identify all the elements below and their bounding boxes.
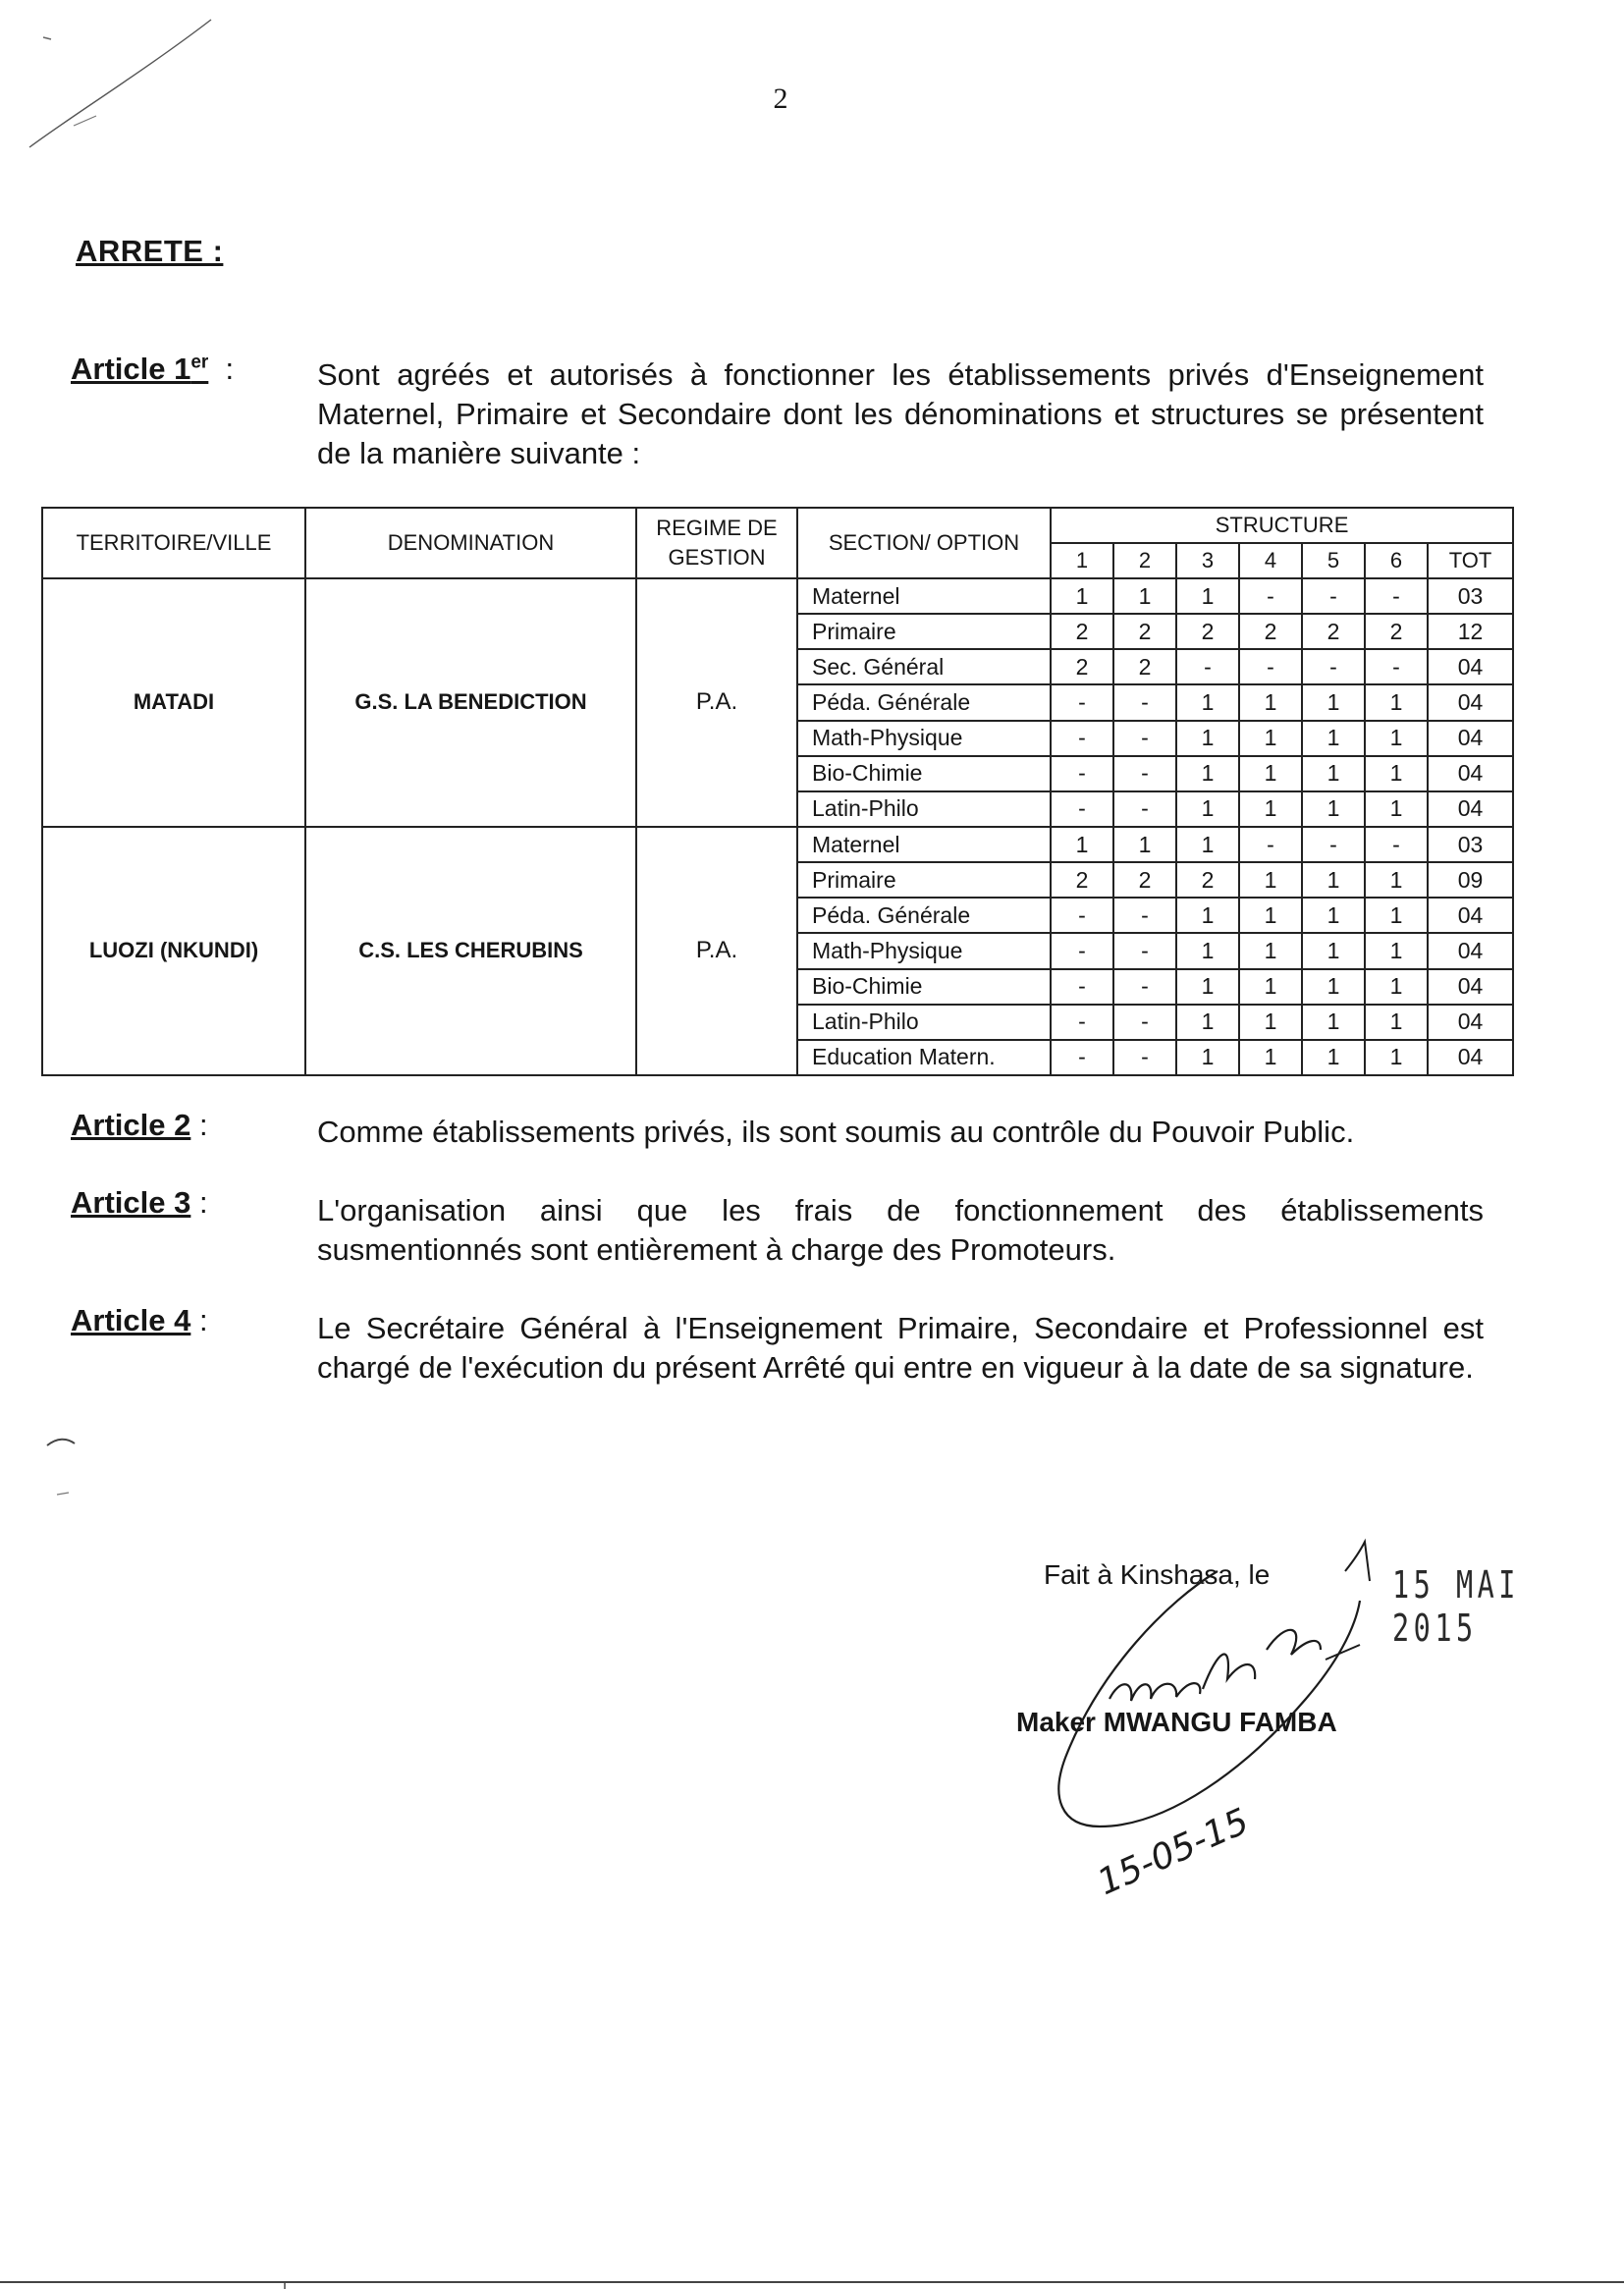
total-cell: 04 (1428, 791, 1513, 827)
place-date: Fait à Kinshasa, le (1044, 1559, 1271, 1590)
article-4-label-text: Article 4 (71, 1303, 191, 1337)
level-cell: - (1176, 649, 1239, 684)
signer-name: Maker MWANGU FAMBA (1016, 1707, 1337, 1737)
level-cell: 2 (1051, 862, 1113, 898)
header-level-1: 1 (1051, 543, 1113, 578)
level-cell: - (1239, 578, 1302, 614)
level-cell: - (1239, 827, 1302, 862)
level-cell: 1 (1176, 684, 1239, 720)
level-cell: - (1113, 933, 1176, 968)
level-cell: 2 (1239, 614, 1302, 649)
level-cell: - (1051, 898, 1113, 933)
level-cell: 1 (1113, 827, 1176, 862)
level-cell: 1 (1176, 756, 1239, 791)
total-cell: 04 (1428, 933, 1513, 968)
level-cell: 1 (1365, 1005, 1428, 1040)
level-cell: - (1239, 649, 1302, 684)
level-cell: 1 (1302, 969, 1365, 1005)
level-cell: - (1051, 791, 1113, 827)
total-cell: 04 (1428, 1005, 1513, 1040)
level-cell: 1 (1239, 721, 1302, 756)
level-cell: - (1302, 649, 1365, 684)
level-cell: - (1051, 1005, 1113, 1040)
level-cell: - (1365, 578, 1428, 614)
denomination-cell: C.S. LES CHERUBINS (305, 827, 636, 1075)
territoire-cell: MATADI (42, 578, 305, 827)
level-cell: 1 (1365, 969, 1428, 1005)
level-cell: 1 (1302, 898, 1365, 933)
level-cell: 1 (1302, 933, 1365, 968)
level-cell: 1 (1365, 756, 1428, 791)
level-cell: 2 (1113, 649, 1176, 684)
level-cell: 1 (1302, 1040, 1365, 1075)
article-2-text: Comme établissements privés, ils sont soumis au contrôle du Pouvoir Public. (317, 1115, 1355, 1149)
section-cell: Péda. Générale (797, 684, 1051, 720)
section-cell: Péda. Générale (797, 898, 1051, 933)
level-cell: - (1051, 1040, 1113, 1075)
article-3-label (71, 1185, 208, 1221)
article-4-text: Le Secrétaire Général à l'Enseignement Primaire, Secondaire et Professionnel est chargé de l'exécution du présent Arrêté qui entre en vigueur à la date de sa signature. (317, 1311, 1484, 1385)
margin-marks (39, 1424, 98, 1502)
level-cell: - (1113, 684, 1176, 720)
level-cell: - (1113, 756, 1176, 791)
article-3-colon: : (198, 1185, 208, 1220)
level-cell: 1 (1176, 578, 1239, 614)
level-cell: 2 (1051, 649, 1113, 684)
total-cell: 04 (1428, 649, 1513, 684)
total-cell: 04 (1428, 969, 1513, 1005)
level-cell: - (1365, 649, 1428, 684)
level-cell: - (1113, 969, 1176, 1005)
level-cell: - (1051, 933, 1113, 968)
level-cell: 1 (1365, 898, 1428, 933)
header-level-4: 4 (1239, 543, 1302, 578)
header-level-2: 2 (1113, 543, 1176, 578)
header-level-7: TOT (1428, 543, 1513, 578)
level-cell: 1 (1176, 791, 1239, 827)
level-cell: - (1051, 721, 1113, 756)
section-cell: Sec. Général (797, 649, 1051, 684)
total-cell: 04 (1428, 684, 1513, 720)
level-cell: 1 (1302, 756, 1365, 791)
total-cell: 03 (1428, 827, 1513, 862)
level-cell: 1 (1239, 791, 1302, 827)
level-cell: 1 (1239, 756, 1302, 791)
section-cell: Math-Physique (797, 933, 1051, 968)
article-1-label-text: Article 1 (71, 352, 191, 386)
total-cell: 03 (1428, 578, 1513, 614)
denomination-cell: G.S. LA BENEDICTION (305, 578, 636, 827)
article-4-colon: : (198, 1303, 208, 1337)
section-cell: Primaire (797, 614, 1051, 649)
header-regime: REGIME DE GESTION (636, 508, 797, 578)
level-cell: 1 (1302, 791, 1365, 827)
level-cell: 1 (1302, 684, 1365, 720)
level-cell: 2 (1302, 614, 1365, 649)
section-cell: Education Matern. (797, 1040, 1051, 1075)
header-structure: STRUCTURE (1051, 508, 1513, 543)
page-title: ARRETE : (76, 234, 224, 268)
section-cell: Maternel (797, 827, 1051, 862)
section-cell: Math-Physique (797, 721, 1051, 756)
level-cell: 2 (1051, 614, 1113, 649)
header-denomination: DENOMINATION (305, 508, 636, 578)
level-cell: - (1113, 791, 1176, 827)
level-cell: 2 (1113, 862, 1176, 898)
header-territoire: TERRITOIRE/VILLE (42, 508, 305, 578)
article-4-label (71, 1303, 208, 1338)
section-cell: Latin-Philo (797, 791, 1051, 827)
territoire-cell: LUOZI (NKUNDI) (42, 827, 305, 1075)
handwritten-date: 15-05-15 (1091, 1801, 1255, 1904)
level-cell: 1 (1365, 721, 1428, 756)
article-2-label-text: Article 2 (71, 1108, 191, 1142)
level-cell: - (1051, 756, 1113, 791)
level-cell: 1 (1051, 578, 1113, 614)
level-cell: 1 (1239, 1040, 1302, 1075)
level-cell: - (1113, 898, 1176, 933)
scan-marks (0, 0, 255, 157)
level-cell: - (1113, 1040, 1176, 1075)
level-cell: - (1302, 827, 1365, 862)
table-row (42, 578, 1513, 614)
handwritten-signature (1021, 1532, 1414, 1905)
level-cell: 1 (1365, 1040, 1428, 1075)
total-cell: 04 (1428, 721, 1513, 756)
level-cell: 1 (1365, 684, 1428, 720)
total-cell: 04 (1428, 756, 1513, 791)
regime-cell: P.A. (636, 827, 797, 1075)
level-cell: 1 (1176, 933, 1239, 968)
page-number: 2 (773, 82, 788, 115)
section-cell: Bio-Chimie (797, 756, 1051, 791)
level-cell: 1 (1113, 578, 1176, 614)
level-cell: - (1365, 827, 1428, 862)
level-cell: 1 (1365, 933, 1428, 968)
regime-cell: P.A. (636, 578, 797, 827)
level-cell: 1 (1176, 1040, 1239, 1075)
article-3-label-text: Article 3 (71, 1185, 191, 1220)
header-level-5: 5 (1302, 543, 1365, 578)
level-cell: 1 (1239, 684, 1302, 720)
header-level-3: 3 (1176, 543, 1239, 578)
level-cell: 1 (1176, 969, 1239, 1005)
level-cell: - (1302, 578, 1365, 614)
level-cell: - (1051, 969, 1113, 1005)
structure-table (41, 507, 1514, 1076)
total-cell: 12 (1428, 614, 1513, 649)
level-cell: 1 (1365, 791, 1428, 827)
article-3-text: L'organisation ainsi que les frais de fonctionnement des établissements susmentionnés sont entièrement à charge des Promoteurs. (317, 1193, 1484, 1267)
total-cell: 04 (1428, 898, 1513, 933)
level-cell: 1 (1302, 862, 1365, 898)
level-cell: 1 (1176, 1005, 1239, 1040)
level-cell: 2 (1113, 614, 1176, 649)
header-level-6: 6 (1365, 543, 1428, 578)
level-cell: 1 (1176, 827, 1239, 862)
level-cell: 1 (1176, 721, 1239, 756)
table-row (42, 827, 1513, 862)
article-2-colon: : (198, 1108, 208, 1142)
level-cell: 1 (1365, 862, 1428, 898)
level-cell: 1 (1302, 1005, 1365, 1040)
level-cell: 2 (1176, 862, 1239, 898)
level-cell: 1 (1051, 827, 1113, 862)
article-1-suffix: er (190, 352, 209, 373)
level-cell: 1 (1239, 862, 1302, 898)
section-cell: Maternel (797, 578, 1051, 614)
section-cell: Latin-Philo (797, 1005, 1051, 1040)
level-cell: - (1113, 721, 1176, 756)
total-cell: 09 (1428, 862, 1513, 898)
level-cell: 1 (1239, 969, 1302, 1005)
article-1-label (71, 352, 234, 387)
level-cell: 2 (1176, 614, 1239, 649)
level-cell: 1 (1239, 933, 1302, 968)
header-section: SECTION/ OPTION (797, 508, 1051, 578)
article-2-label (71, 1108, 208, 1143)
article-1-colon: : (225, 352, 235, 386)
article-1-text: Sont agréés et autorisés à fonctionner les établissements privés d'Enseignement Maternel, Primaire et Secondaire dont les dénominations et structures se présentent de la manière suivante : (317, 357, 1484, 470)
level-cell: - (1051, 684, 1113, 720)
level-cell: 2 (1365, 614, 1428, 649)
bottom-scan-line (0, 2276, 1624, 2289)
level-cell: 1 (1176, 898, 1239, 933)
total-cell: 04 (1428, 1040, 1513, 1075)
level-cell: 1 (1239, 1005, 1302, 1040)
level-cell: 1 (1302, 721, 1365, 756)
level-cell: 1 (1239, 898, 1302, 933)
section-cell: Bio-Chimie (797, 969, 1051, 1005)
stamp-date: 15 MAI 2015 (1392, 1563, 1520, 1650)
section-cell: Primaire (797, 862, 1051, 898)
level-cell: - (1113, 1005, 1176, 1040)
